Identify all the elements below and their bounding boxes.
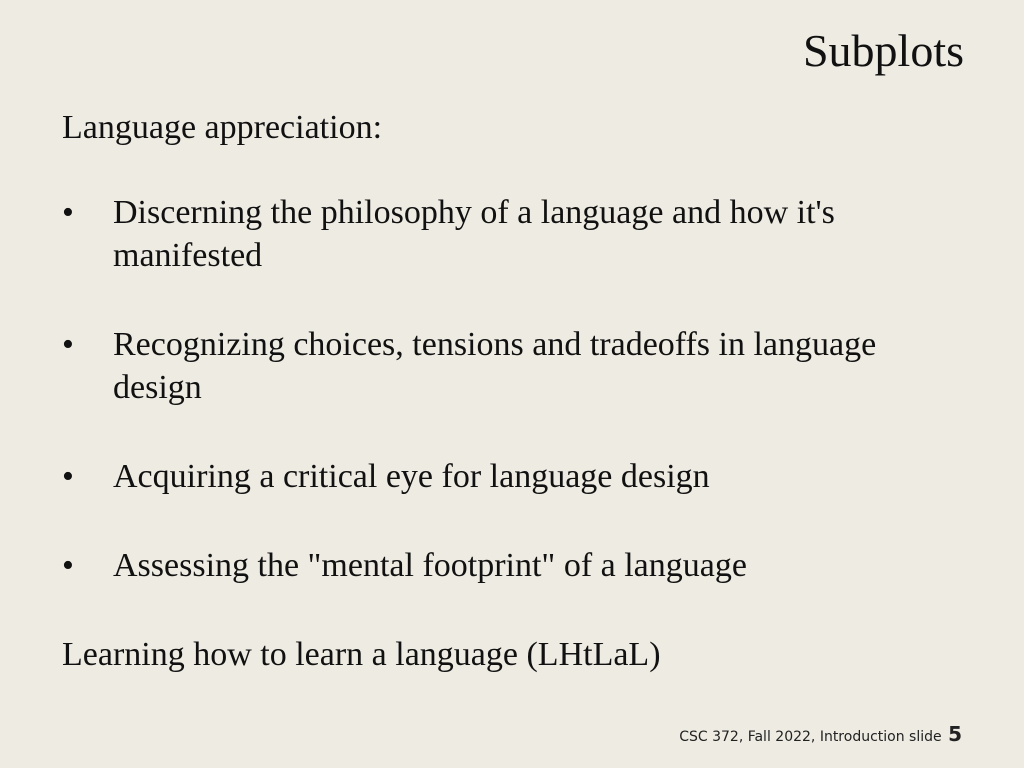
footer-text: CSC 372, Fall 2022, Introduction slide — [679, 729, 942, 745]
bullet-item — [62, 455, 962, 498]
bullet-icon: • — [62, 326, 74, 363]
bullet-icon: • — [62, 194, 74, 231]
slide-title: Subplots — [802, 25, 964, 76]
bullet-item — [62, 191, 962, 277]
bullet-list — [62, 191, 962, 587]
slide-footer — [679, 722, 962, 746]
bullet-item — [62, 323, 962, 409]
bullet-text: Assessing the "mental footprint" of a language — [113, 547, 747, 584]
outro-text: Learning how to learn a language (LHtLaL) — [62, 636, 661, 673]
bullet-text: Acquiring a critical eye for language design — [113, 458, 710, 495]
bullet-item — [62, 544, 962, 587]
bullet-icon: • — [62, 458, 74, 495]
slide-number: 5 — [948, 722, 962, 746]
bullet-text: Recognizing choices, tensions and tradeoffs in language design — [113, 326, 877, 406]
intro-text: Language appreciation: — [62, 109, 383, 146]
bullet-text: Discerning the philosophy of a language and how it's manifested — [113, 194, 835, 274]
bullet-icon: • — [62, 547, 74, 584]
slide-content — [62, 106, 962, 676]
